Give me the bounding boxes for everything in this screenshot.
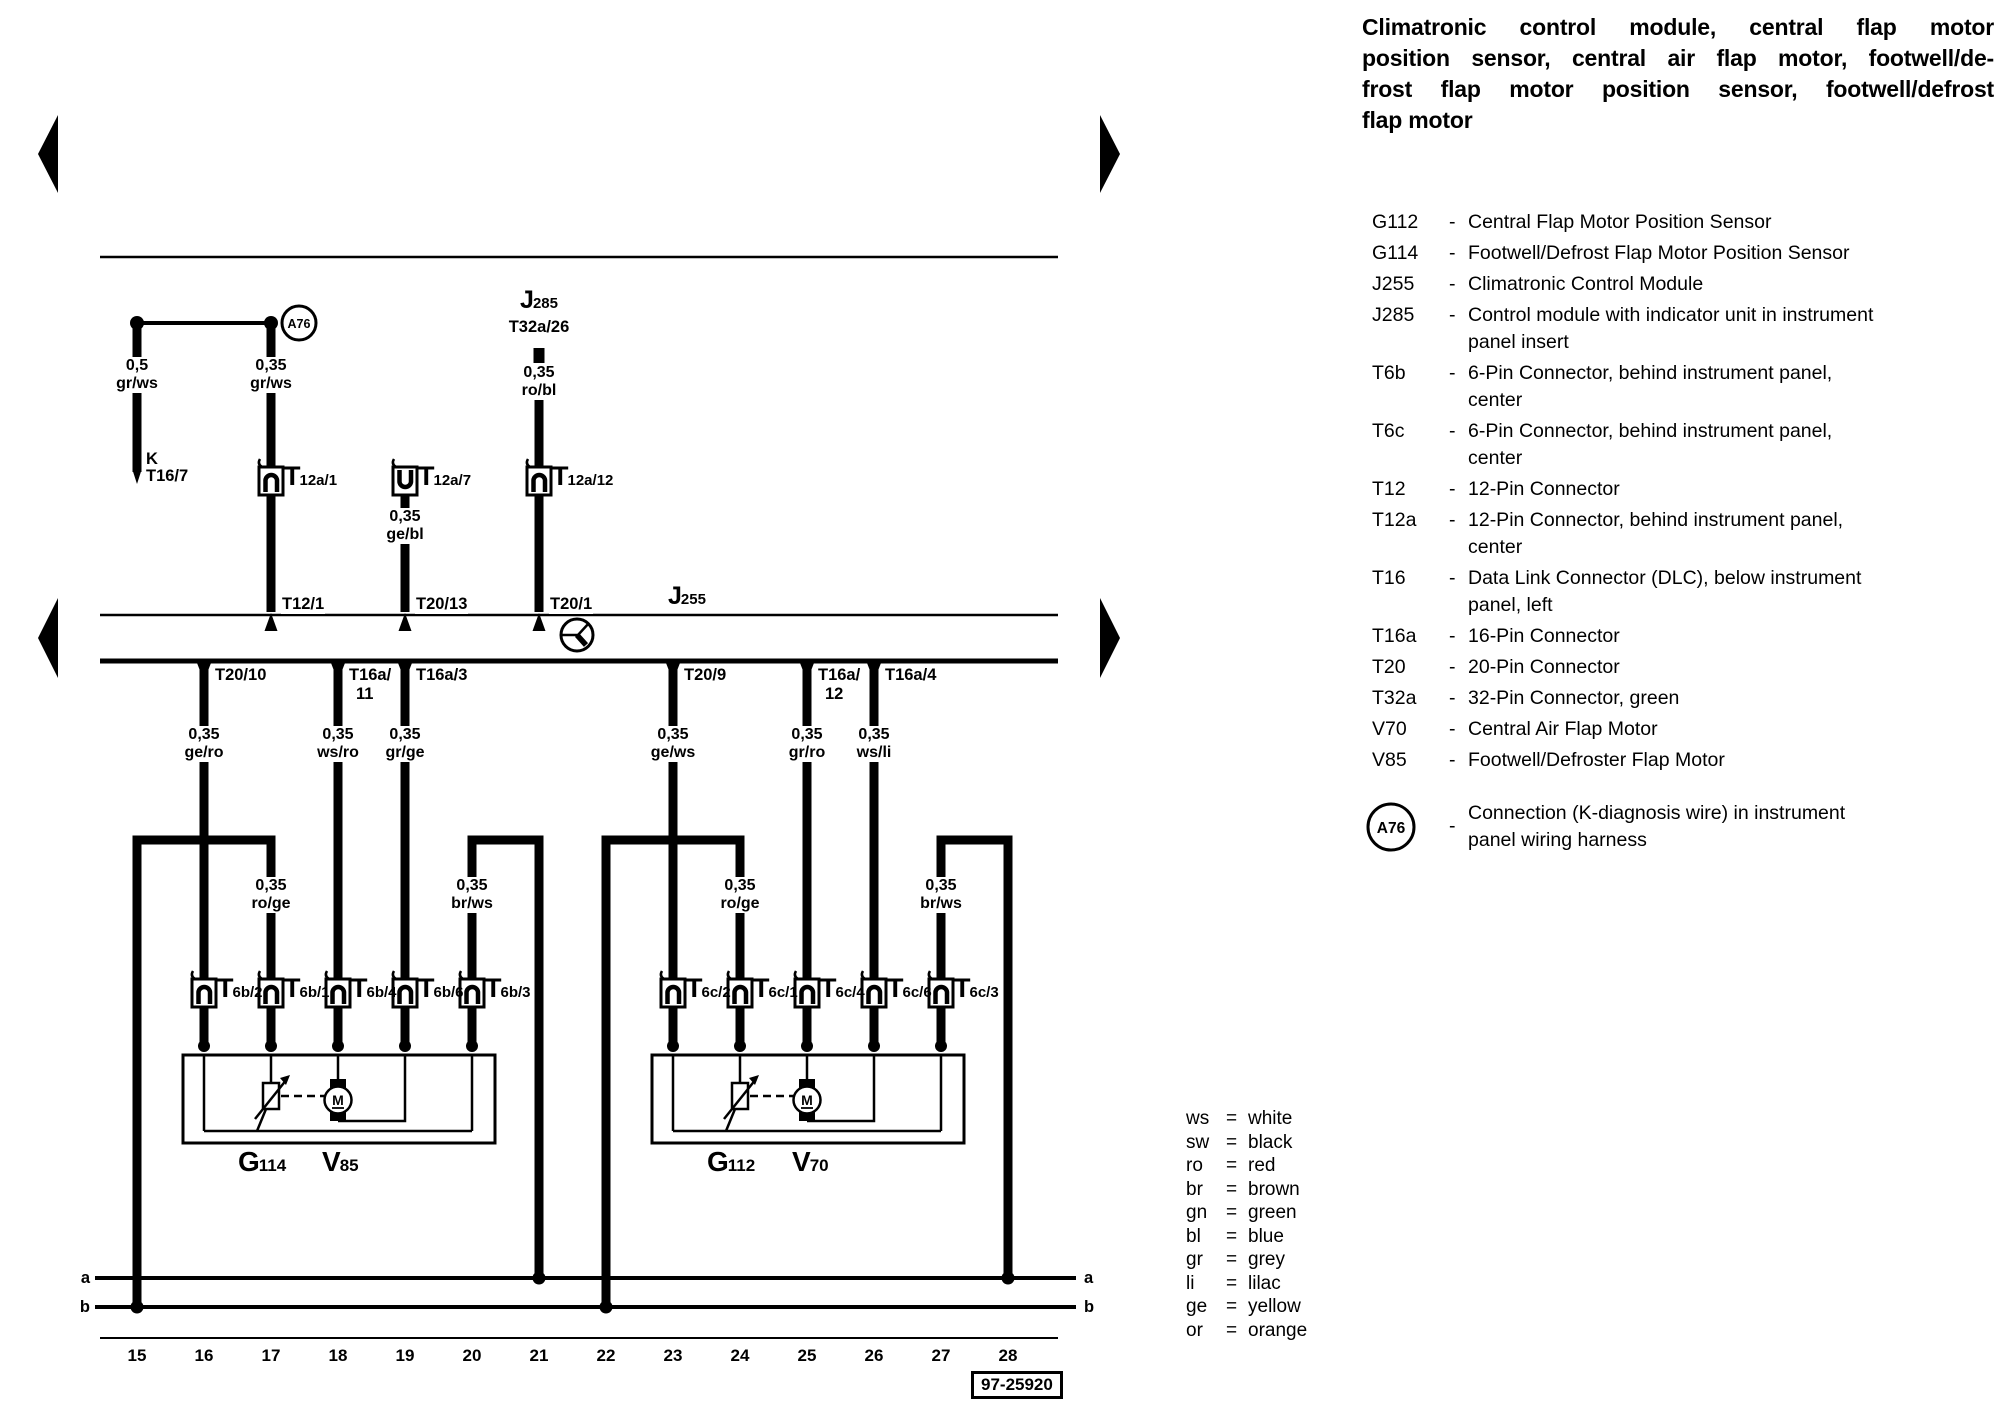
color-equals: =	[1226, 1272, 1238, 1294]
legend-dash: -	[1449, 567, 1456, 589]
pin-label: T16a/3	[416, 666, 468, 684]
wire-size-label: 0,35 ge/bl	[383, 508, 426, 544]
color-equals: =	[1226, 1225, 1238, 1247]
legend-desc: 32-Pin Connector, green	[1468, 687, 1680, 709]
wire-size-label: 0,35 ws/ro	[314, 726, 362, 762]
page-title-line-2: position sensor, central air flap motor, footwell/de-	[1362, 45, 1994, 71]
connector-label: T6c/6	[887, 973, 932, 1003]
track-number: 23	[663, 1346, 683, 1365]
a76-note-dash: -	[1449, 815, 1456, 837]
legend-desc: Climatronic Control Module	[1468, 273, 1704, 295]
legend-dash: -	[1449, 625, 1456, 647]
color-equals: =	[1226, 1108, 1238, 1129]
page-title-line-1: Climatronic control module, central flap motor	[1362, 14, 1994, 40]
color-name: brown	[1248, 1178, 1300, 1200]
wire-size-label: 0,35 ge/ws	[648, 726, 698, 762]
pin-label: T12/1	[282, 595, 325, 613]
color-name: green	[1248, 1202, 1297, 1223]
connector-label: T12a/12	[552, 461, 614, 491]
color-abbr: ro	[1186, 1155, 1203, 1176]
k-terminal-pin: T16/7	[146, 467, 189, 485]
legend-dash: -	[1449, 304, 1456, 326]
connector-label: T6b/2	[217, 973, 263, 1003]
arrow-left-middle-icon	[38, 598, 58, 678]
connector-label: T6b/1	[284, 973, 330, 1003]
legend-desc: 16-Pin Connector	[1468, 625, 1620, 647]
legend-desc: Central Air Flap Motor	[1468, 718, 1658, 740]
color-name: grey	[1248, 1249, 1285, 1270]
drawing-number: 97-25920	[971, 1371, 1063, 1399]
connector-label: T6b/3	[485, 973, 531, 1003]
rail-a-label-left: a	[80, 1269, 90, 1287]
wire-size-label: 0,35 ro/ge	[717, 877, 762, 913]
a76-note-desc-line-1: Connection (K-diagnosis wire) in instrument	[1468, 802, 1846, 824]
track-number: 26	[864, 1346, 884, 1365]
legend-code: T20	[1372, 656, 1406, 678]
color-abbr: br	[1186, 1178, 1203, 1200]
legend-dash: -	[1449, 718, 1456, 740]
color-abbr: ws	[1186, 1108, 1210, 1129]
part-label: V70	[792, 1146, 829, 1177]
connector-label: T6b/4	[351, 973, 397, 1003]
legend-desc: Footwell/Defrost Flap Motor Position Sensor	[1468, 242, 1850, 264]
arrow-right-middle-icon	[1100, 598, 1120, 678]
g112-v70-assembly	[652, 1055, 964, 1143]
color-name: white	[1248, 1108, 1293, 1129]
legend-desc: 6-Pin Connector, behind instrument panel, center	[1468, 420, 1833, 469]
legend-code: T6c	[1372, 420, 1405, 442]
color-equals: =	[1226, 1249, 1238, 1270]
track-number: 18	[328, 1346, 348, 1365]
wire-size-label: 0,35 br/ws	[448, 877, 496, 913]
junction-dots	[131, 1040, 1015, 1314]
a76-note-desc-line-2: panel wiring harness	[1468, 829, 1647, 851]
connector-label: T12a/1	[284, 461, 338, 491]
legend-dash: -	[1449, 211, 1456, 233]
color-equals: =	[1226, 1155, 1238, 1176]
track-number: 28	[998, 1346, 1018, 1365]
legend-desc: Control module with indicator unit in instrument panel insert	[1468, 304, 1874, 353]
legend-desc: 12-Pin Connector	[1468, 478, 1620, 500]
a76-legend-label: A76	[1376, 820, 1406, 837]
color-name: lilac	[1248, 1272, 1281, 1294]
legend-code: G112	[1372, 211, 1419, 233]
legend-desc: Data Link Connector (DLC), below instrument panel, left	[1468, 567, 1862, 616]
rail-b-label-right: b	[1084, 1298, 1095, 1316]
color-equals: =	[1226, 1296, 1238, 1317]
track-number: 16	[194, 1346, 214, 1365]
color-abbr: sw	[1186, 1131, 1210, 1153]
legend-code: T32a	[1372, 687, 1417, 709]
wire-size-label: 0,35 gr/ro	[786, 726, 828, 762]
pin-label: T20/10	[215, 666, 267, 684]
legend-dash: -	[1449, 273, 1456, 295]
continuation-arrow-icons	[38, 115, 1120, 678]
legend-desc: 6-Pin Connector, behind instrument panel, center	[1468, 362, 1833, 411]
j255-output-arrows	[197, 663, 881, 681]
k-terminal-label: K	[146, 450, 158, 468]
j255-module-label: J255	[668, 582, 706, 610]
color-abbr: li	[1186, 1272, 1195, 1294]
legend-code: G114	[1372, 242, 1419, 264]
track-number: 22	[596, 1346, 616, 1365]
legend-dash: -	[1449, 420, 1456, 442]
pin-label: T16a/4	[885, 666, 937, 684]
wire-size-label: 0,35 ge/ro	[181, 726, 226, 762]
legend-code: T6b	[1372, 362, 1406, 384]
wire-size-label: 0,35 br/ws	[917, 877, 965, 913]
arrow-right-top-icon	[1100, 115, 1120, 193]
legend-code: T16a	[1372, 625, 1417, 647]
legend-desc: Footwell/Defroster Flap Motor	[1468, 749, 1725, 771]
track-number: 21	[529, 1346, 549, 1365]
motor-letter: M	[332, 1092, 344, 1108]
connector-label: T6c/3	[954, 973, 999, 1003]
wire-size-label: 0,35 gr/ge	[382, 726, 427, 762]
connector-icon-t12a-7	[393, 459, 417, 495]
page-title-line-4: flap motor	[1362, 107, 1473, 133]
legend-dash: -	[1449, 362, 1456, 384]
g114-v85-assembly	[183, 1055, 495, 1143]
legend-desc: Central Flap Motor Position Sensor	[1468, 211, 1772, 233]
legend-code: V85	[1372, 749, 1407, 771]
pin-label: T20/13	[416, 595, 468, 613]
page-title-line-3: frost flap motor position sensor, footwell/defrost	[1362, 76, 1994, 102]
j285-pin-label: T32a/26	[508, 318, 570, 336]
track-number: 24	[730, 1346, 750, 1365]
motor-icon-v70	[794, 1079, 821, 1121]
legend-code: J285	[1372, 304, 1415, 326]
color-name: yellow	[1248, 1296, 1301, 1317]
color-name: blue	[1248, 1225, 1284, 1247]
legend-dash: -	[1449, 749, 1456, 771]
pin-label: T20/9	[684, 666, 727, 684]
wire-size-label: 0,35 gr/ws	[247, 357, 295, 393]
legend-code: T12	[1372, 478, 1406, 500]
connector-label: T6c/1	[753, 973, 798, 1003]
arrow-left-top-icon	[38, 115, 58, 193]
rail-a-label-right: a	[1084, 1269, 1094, 1287]
motor-letter: M	[801, 1092, 813, 1108]
rail-b-label-left: b	[79, 1298, 90, 1316]
color-name: red	[1248, 1155, 1276, 1176]
a76-connection-icon	[282, 306, 316, 340]
top-section-wires	[130, 316, 546, 631]
wire-size-label: 0,35 ro/ge	[248, 877, 293, 913]
color-equals: =	[1226, 1131, 1238, 1153]
wire-size-label: 0,35 ro/bl	[519, 364, 560, 400]
track-number: 19	[395, 1346, 415, 1365]
color-name: orange	[1248, 1319, 1308, 1341]
legend-dash: -	[1449, 478, 1456, 500]
color-name: black	[1248, 1131, 1293, 1153]
track-number: 17	[261, 1346, 281, 1365]
part-label: V85	[322, 1146, 359, 1177]
a76-legend-icon	[1368, 804, 1414, 850]
k-diagnosis-icon	[561, 619, 593, 651]
legend-code: J255	[1372, 273, 1415, 295]
color-abbr: ge	[1186, 1296, 1208, 1317]
legend-desc: 20-Pin Connector	[1468, 656, 1620, 678]
color-equals: =	[1226, 1319, 1238, 1341]
color-equals: =	[1226, 1178, 1238, 1200]
color-abbr: or	[1186, 1319, 1203, 1341]
connector-label: T6c/4	[820, 973, 865, 1003]
part-label: G112	[707, 1146, 756, 1177]
pin-label: T16a/ 12	[818, 666, 861, 703]
legend-dash: -	[1449, 509, 1456, 531]
connector-label: T6b/6	[418, 973, 464, 1003]
pin-label: T16a/ 11	[349, 666, 392, 703]
track-number: 25	[797, 1346, 817, 1365]
color-abbr: gn	[1186, 1202, 1208, 1223]
legend-dash: -	[1449, 687, 1456, 709]
color-equals: =	[1226, 1202, 1238, 1223]
part-label: G114	[238, 1146, 287, 1177]
j285-part-label: J285	[520, 286, 558, 314]
track-number: 15	[127, 1346, 147, 1365]
legend-dash: -	[1449, 242, 1456, 264]
wire-size-label: 0,5 gr/ws	[113, 357, 161, 393]
legend-desc: 12-Pin Connector, behind instrument panel, center	[1468, 509, 1844, 558]
legend-code: T16	[1372, 567, 1406, 589]
wire-size-label: 0,35 ws/li	[854, 726, 895, 762]
legend-dash: -	[1449, 656, 1456, 678]
legend-code: T12a	[1372, 509, 1417, 531]
pin-label: T20/1	[550, 595, 593, 613]
connector-label: T12a/7	[418, 461, 472, 491]
legend-code: V70	[1372, 718, 1407, 740]
track-number: 20	[462, 1346, 482, 1365]
a76-circle-label: A76	[287, 317, 311, 331]
motor-icon-v85	[325, 1079, 352, 1121]
connector-label: T6c/2	[686, 973, 731, 1003]
track-number: 27	[931, 1346, 951, 1365]
color-abbr: bl	[1186, 1225, 1201, 1247]
color-abbr: gr	[1186, 1249, 1203, 1270]
